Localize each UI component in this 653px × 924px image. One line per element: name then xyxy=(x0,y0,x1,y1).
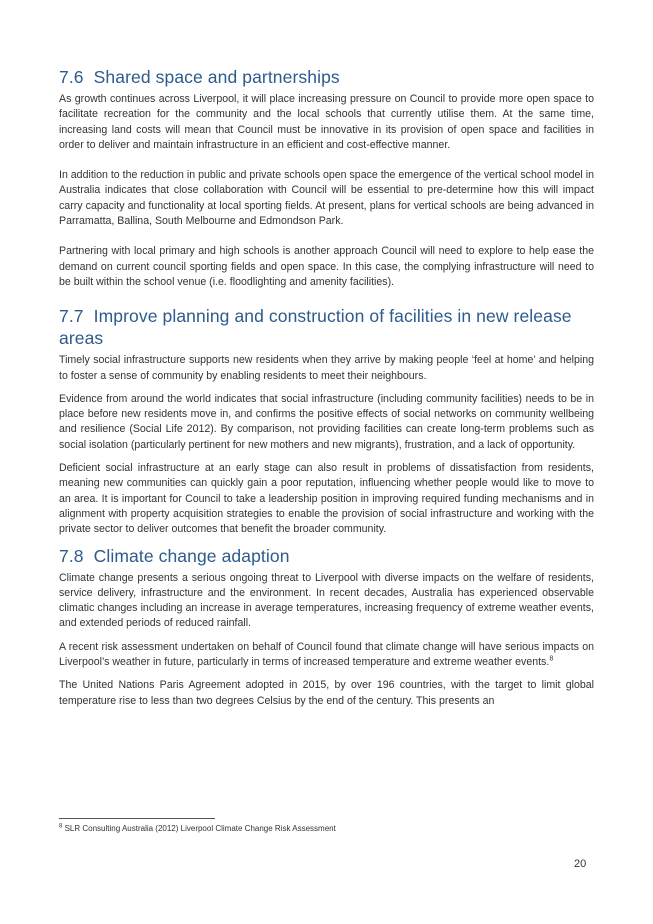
footnote-marker: 8 xyxy=(59,823,63,830)
paragraph: Evidence from around the world indicates that social infrastructure (including community facilities) needs to be in place before new residents move in, and confirms the positive effects of social networks on community wellbeing and resilience (Social Life 2012). By comparison, not providing facilities can create long-term problems such as social isolation (particularly pertinent for new mothers and new migrants), frustration, and a lack of opportunity. xyxy=(59,392,594,451)
paragraph: Partnering with local primary and high schools is another approach Council will need to explore to help ease the demand on current council sporting fields and open space. In this case, the complying infrastructure will need to be built within the school venue (i.e. floodlighting and amenity facilities). xyxy=(59,245,594,288)
section-heading-7-8 xyxy=(59,545,594,567)
paragraph: In addition to the reduction in public and private schools open space the emergence of the vertical school model in Australia indicates that close collaboration with Council will be essential to pre-determine how this will impact carry capacity and functionality at local sporting fields. At present, plans for vertical schools are being advanced in Parramatta, Ballina, South Melbourne and Edmondson Park. xyxy=(59,169,594,228)
section-title: Climate change adaption xyxy=(93,545,290,566)
section-number: 7.8 xyxy=(59,545,84,566)
section-heading-7-6 xyxy=(59,66,594,88)
section-number: 7.7 xyxy=(59,306,84,327)
page-number: 20 xyxy=(574,858,587,870)
footnote-divider xyxy=(59,818,215,819)
paragraph-text: A recent risk assessment undertaken on behalf of Council found that climate change will have serious impacts on Liverpool’s weather in future, particularly in terms of increased temperature and extreme weather events. xyxy=(59,640,594,669)
paragraph: Deficient social infrastructure at an early stage can also result in problems of dissatisfaction from residents, meaning new communities can quickly gain a poor reputation, influencing whether people would like to move to an area. It is important for Council to take a leadership position in improving required funding mechanisms and in alignment with property acquisition strategies to enable the provision of social infrastructure and working with the private sector to deliver outcomes that benefit the broader community. xyxy=(59,462,594,536)
footnote-reference: 8 xyxy=(549,655,554,663)
paragraph: The United Nations Paris Agreement adopted in 2015, by over 196 countries, with the target to limit global temperature rise to less than two degrees Celsius by the end of the century. This presents an xyxy=(59,679,594,707)
paragraph: Climate change presents a serious ongoing threat to Liverpool with diverse impacts on the welfare of residents, service delivery, infrastructure and the environment. In recent decades, Australia has experienced observable climatic changes including an increase in average temperatures, increasing frequency of extreme weather events, and extended periods of reduced rainfall. xyxy=(59,571,594,630)
section-title: Improve planning and construction of facilities in new release areas xyxy=(59,306,572,349)
footnote-text: SLR Consulting Australia (2012) Liverpool Climate Change Risk Assessment xyxy=(64,824,336,833)
paragraph xyxy=(59,640,594,671)
paragraph: Timely social infrastructure supports new residents when they arrive by making people ‘feel at home’ and helping to foster a sense of community by enabling residents to meet their neighbours. xyxy=(59,354,594,382)
section-number: 7.6 xyxy=(59,67,84,87)
footnote xyxy=(59,824,336,833)
section-title: Shared space and partnerships xyxy=(93,67,340,87)
paragraph: As growth continues across Liverpool, it will place increasing pressure on Council to provide more open space to facilitate recreation for the community and the local schools that currently utilise them. At the same time, increasing land costs will mean that Council must be innovative in its provision of open space and facilities in order to deliver and maintain infrastructure in an efficient and cost-effective manner. xyxy=(59,93,594,151)
section-heading-7-7 xyxy=(59,305,594,349)
page-content xyxy=(59,66,594,717)
